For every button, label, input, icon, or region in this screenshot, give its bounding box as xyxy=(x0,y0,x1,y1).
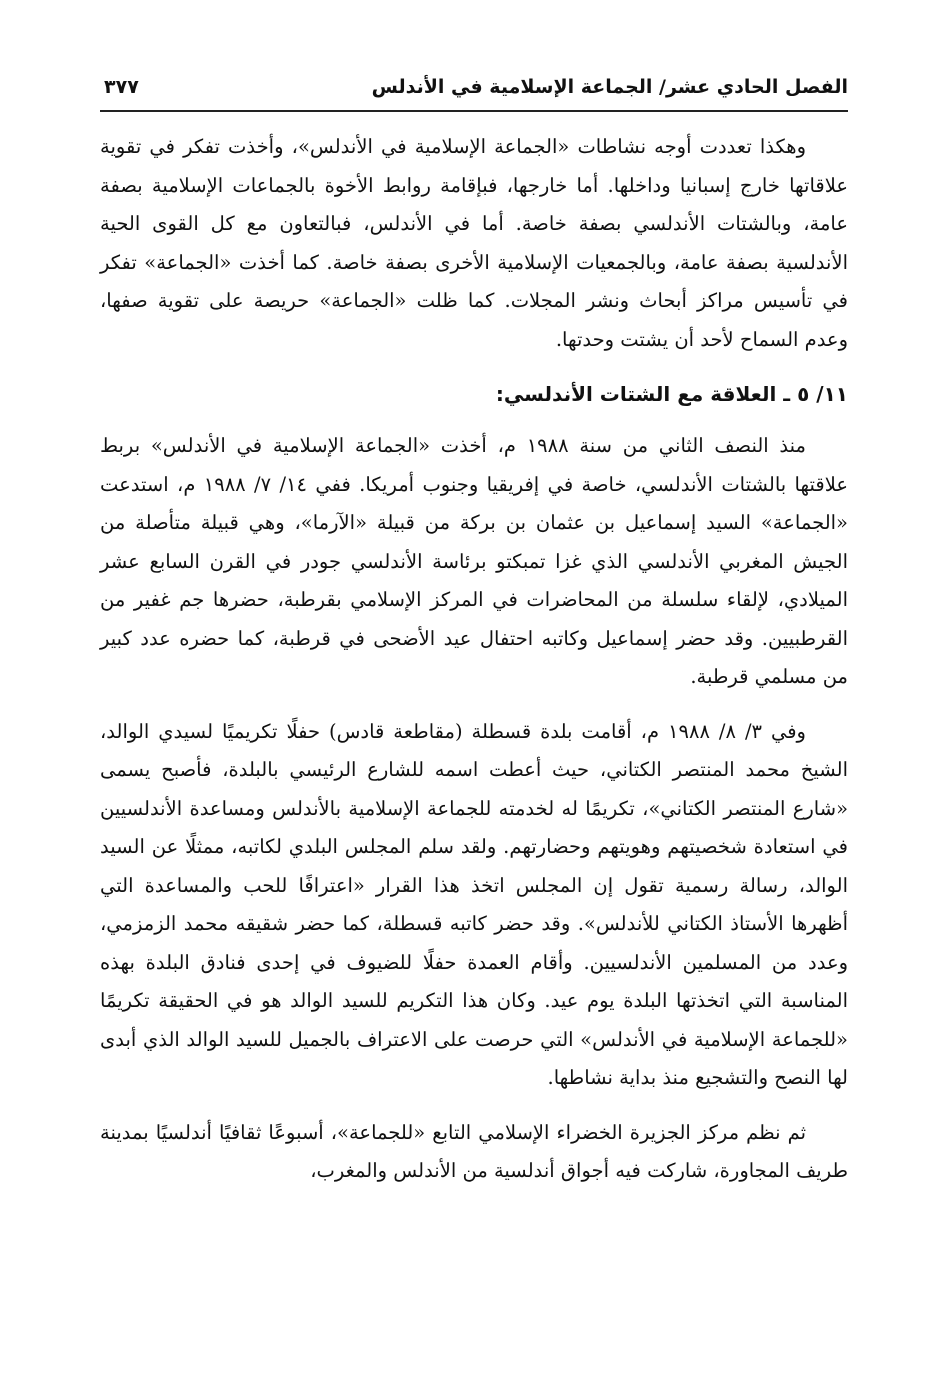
running-title: الفصل الحادي عشر/ الجماعة الإسلامية في الأندلس xyxy=(371,76,848,98)
page-number: ٣٧٧ xyxy=(104,76,139,98)
page-body xyxy=(100,128,848,1207)
paragraph-cultural-week: ثم نظم مركز الجزيرة الخضراء الإسلامي التابع «للجماعة»، أسبوعًا ثقافيًا أندلسيًا بمدينة طريف المجاورة، شاركت فيه أجواق أندلسية من الأندلس والمغرب، xyxy=(100,1120,848,1182)
section-heading: ١١/ ٥ ـ العلاقة مع الشتات الأندلسي: xyxy=(495,382,848,406)
paragraph-castellar-honor: وفي ٣/ ٨/ ١٩٨٨ م، أقامت بلدة قسطلة (مقاطعة قادس) حفلًا تكريميًا لسيدي الوالد، الشيخ محمد المنتصر الكتاني، حيث أعطت اسمه للشارع الرئيسي بالبلدة، فأصبح يسمى «شارع المنتصر الكتاني»، تكريمًا له لخدمته للجماعة الإسلامية بالأندلس ومساعدة الأندلسيين في استعادة شخصيتهم وهويتهم وحضارتهم. ولقد سلم المجلس البلدي لكاتبه، ممثلًا عن السيد الوالد، رسالة رسمية تقول إن المجلس اتخذ هذا القرار «اعترافًا للحب والمساعدة التي أظهرها الأستاذ الكتاني للأندلس». وقد حضر كاتبه قسطلة، كما حضر شقيقه محمد الزمزمي، وعدد من المسلمين الأندلسيين. وأقام العمدة حفلًا للضيوف في إحدى فنادق البلدة بهذه المناسبة التي اتخذتها البلدة يوم عيد. وكان هذا التكريم للسيد الوالد هو في الحقيقة تكريمًا «للجماعة الإسلامية في الأندلس» التي حرصت على الاعتراف بالجميل للسيد الوالد الذي أبدى لها النصح والتشجيع منذ بداية نشاطها. xyxy=(100,719,848,1089)
paragraph-activities: وهكذا تعددت أوجه نشاطات «الجماعة الإسلامية في الأندلس»، وأخذت تفكر في تقوية علاقاتها خارج إسبانيا وداخلها. أما خارجها، فبإقامة روابط الأخوة بالجماعات الإسلامية بصفة عامة، وبالشتات الأندلسي بصفة خاصة. أما في الأندلس، فبالتعاون مع كل القوى الحية الأندلسية بصفة عامة، وبالجمعيات الإسلامية الأخرى بصفة خاصة. كما أخذت «الجماعة» تفكر في تأسيس مراكز أبحاث ونشر المجلات. كما ظلت «الجماعة» حريصة على تقوية صفها، وعدم السماح لأحد أن يشتت وحدتها. xyxy=(100,135,848,351)
page-header xyxy=(100,70,848,112)
paragraph-diaspora: منذ النصف الثاني من سنة ١٩٨٨ م، أخذت «الجماعة الإسلامية في الأندلس» بربط علاقتها بالشتات الأندلسي، خاصة في إفريقيا وجنوب أمريكا. ففي ١٤/ ٧/ ١٩٨٨ م، استدعت «الجماعة» السيد إسماعيل بن عثمان بن بركة من قبيلة «الآرما»، وهي قبيلة متأصلة من الجيش المغربي الأندلسي الذي غزا تمبكتو برئاسة الأندلسي جودر في القرن السابع عشر الميلادي، لإلقاء سلسلة من المحاضرات في المركز الإسلامي بقرطبة، حضرها جم غفير من القرطبيين. وقد حضر إسماعيل وكاتبه احتفال عيد الأضحى في قرطبة، كما حضره عدد كبير من مسلمي قرطبة. xyxy=(100,434,848,688)
